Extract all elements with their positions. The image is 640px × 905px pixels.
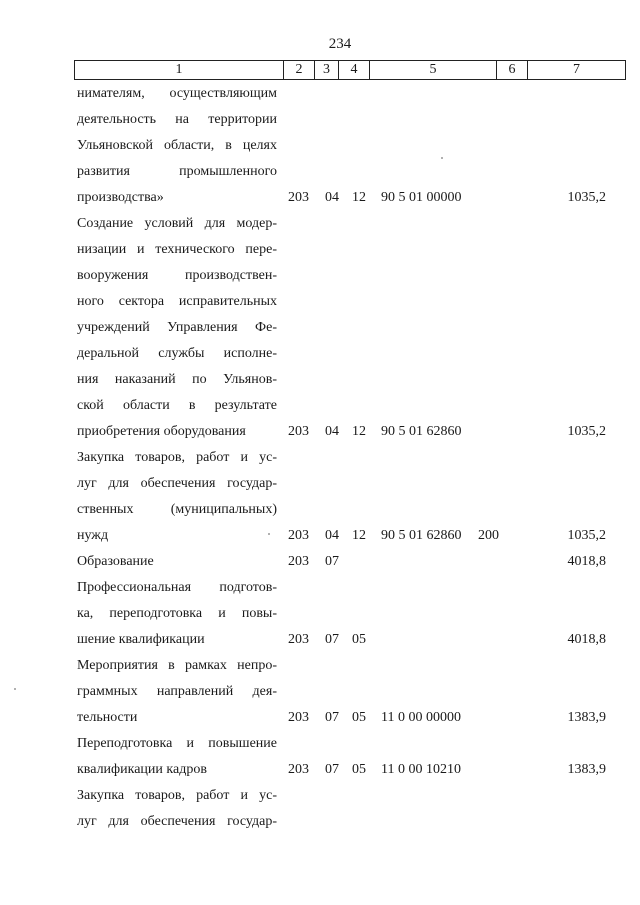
row-description — [77, 731, 277, 783]
scan-speck — [14, 688, 16, 690]
column-header-2: 2 — [284, 61, 315, 80]
description-line: Профессиональная подготов- — [77, 580, 277, 595]
column-header-1: 1 — [75, 61, 284, 80]
table-row — [0, 653, 640, 731]
col-4-value: 05 — [352, 632, 366, 647]
description-line: учреждений Управления Фе- — [77, 320, 277, 335]
row-description — [77, 653, 277, 731]
description-line: Закупка товаров, работ и ус- — [77, 450, 277, 465]
col-7-value: 1383,9 — [567, 762, 606, 777]
description-line: шение квалификации — [77, 632, 205, 647]
col-4-value: 12 — [352, 528, 366, 543]
col-4-value: 05 — [352, 710, 366, 725]
col-7-value: 4018,8 — [567, 554, 606, 569]
description-line: низации и технического пере- — [77, 242, 277, 257]
description-line: Переподготовка и повышение — [77, 736, 277, 751]
row-description — [77, 445, 277, 549]
column-header-4: 4 — [339, 61, 370, 80]
description-line: деральной службы исполне- — [77, 346, 277, 361]
col-5-value: 90 5 01 62860 — [381, 424, 462, 439]
description-line: нужд — [77, 528, 109, 543]
row-description — [77, 211, 277, 445]
description-line: производства» — [77, 190, 164, 205]
table-row — [0, 211, 640, 445]
description-line: квалификации кадров — [77, 762, 207, 777]
description-line: ного сектора исправительных — [77, 294, 277, 309]
col-2-value: 203 — [288, 528, 309, 543]
column-header-6: 6 — [497, 61, 528, 80]
col-5-value: 11 0 00 00000 — [381, 710, 461, 725]
description-line: тельности — [77, 710, 138, 725]
column-header-table — [74, 60, 626, 80]
col-4-value: 12 — [352, 424, 366, 439]
description-line: Ульяновской области, в целях — [77, 138, 277, 153]
row-description — [77, 783, 277, 835]
description-line: ка, переподготовка и повы- — [77, 606, 277, 621]
description-line: нимателям, осуществляющим — [77, 86, 277, 101]
description-line: вооружения производствен- — [77, 268, 277, 283]
description-line: Образование — [77, 554, 154, 569]
table-row — [0, 731, 640, 783]
description-line: приобретения оборудования — [77, 424, 246, 439]
column-header-3: 3 — [315, 61, 339, 80]
col-4-value: 05 — [352, 762, 366, 777]
col-7-value: 1383,9 — [567, 710, 606, 725]
col-7-value: 1035,2 — [567, 190, 606, 205]
description-line: ния наказаний по Ульянов- — [77, 372, 277, 387]
col-3-value: 04 — [325, 190, 339, 205]
description-line: ской области в результате — [77, 398, 277, 413]
col-3-value: 04 — [325, 528, 339, 543]
column-header-7: 7 — [528, 61, 626, 80]
row-description — [77, 81, 277, 211]
description-line: Мероприятия в рамках непро- — [77, 658, 277, 673]
description-line: луг для обеспечения государ- — [77, 814, 277, 829]
table-row — [0, 575, 640, 653]
table-row — [0, 445, 640, 549]
col-3-value: 04 — [325, 424, 339, 439]
col-3-value: 07 — [325, 554, 339, 569]
table-row — [0, 81, 640, 211]
row-description — [77, 575, 277, 653]
description-line: ственных (муниципальных) — [77, 502, 277, 517]
col-7-value: 4018,8 — [567, 632, 606, 647]
scan-speck — [268, 533, 270, 535]
description-line: Закупка товаров, работ и ус- — [77, 788, 277, 803]
col-3-value: 07 — [325, 632, 339, 647]
description-line: деятельность на территории — [77, 112, 277, 127]
col-5-value: 90 5 01 62860 — [381, 528, 462, 543]
col-2-value: 203 — [288, 424, 309, 439]
description-line: луг для обеспечения государ- — [77, 476, 277, 491]
col-2-value: 203 — [288, 632, 309, 647]
page-number: 234 — [328, 36, 352, 52]
col-6-value: 200 — [478, 528, 499, 543]
description-line: Создание условий для модер- — [77, 216, 277, 231]
description-line: развития промышленного — [77, 164, 277, 179]
col-2-value: 203 — [288, 190, 309, 205]
table-row — [0, 549, 640, 575]
col-7-value: 1035,2 — [567, 528, 606, 543]
scan-speck — [441, 157, 443, 159]
table-body — [0, 81, 640, 905]
col-2-value: 203 — [288, 762, 309, 777]
col-2-value: 203 — [288, 554, 309, 569]
col-7-value: 1035,2 — [567, 424, 606, 439]
col-4-value: 12 — [352, 190, 366, 205]
table-row — [0, 783, 640, 835]
column-header-5: 5 — [370, 61, 497, 80]
col-2-value: 203 — [288, 710, 309, 725]
col-3-value: 07 — [325, 762, 339, 777]
description-line: граммных направлений дея- — [77, 684, 277, 699]
column-header-row — [75, 61, 626, 80]
col-5-value: 90 5 01 00000 — [381, 190, 462, 205]
col-5-value: 11 0 00 10210 — [381, 762, 461, 777]
row-description — [77, 549, 277, 575]
col-3-value: 07 — [325, 710, 339, 725]
